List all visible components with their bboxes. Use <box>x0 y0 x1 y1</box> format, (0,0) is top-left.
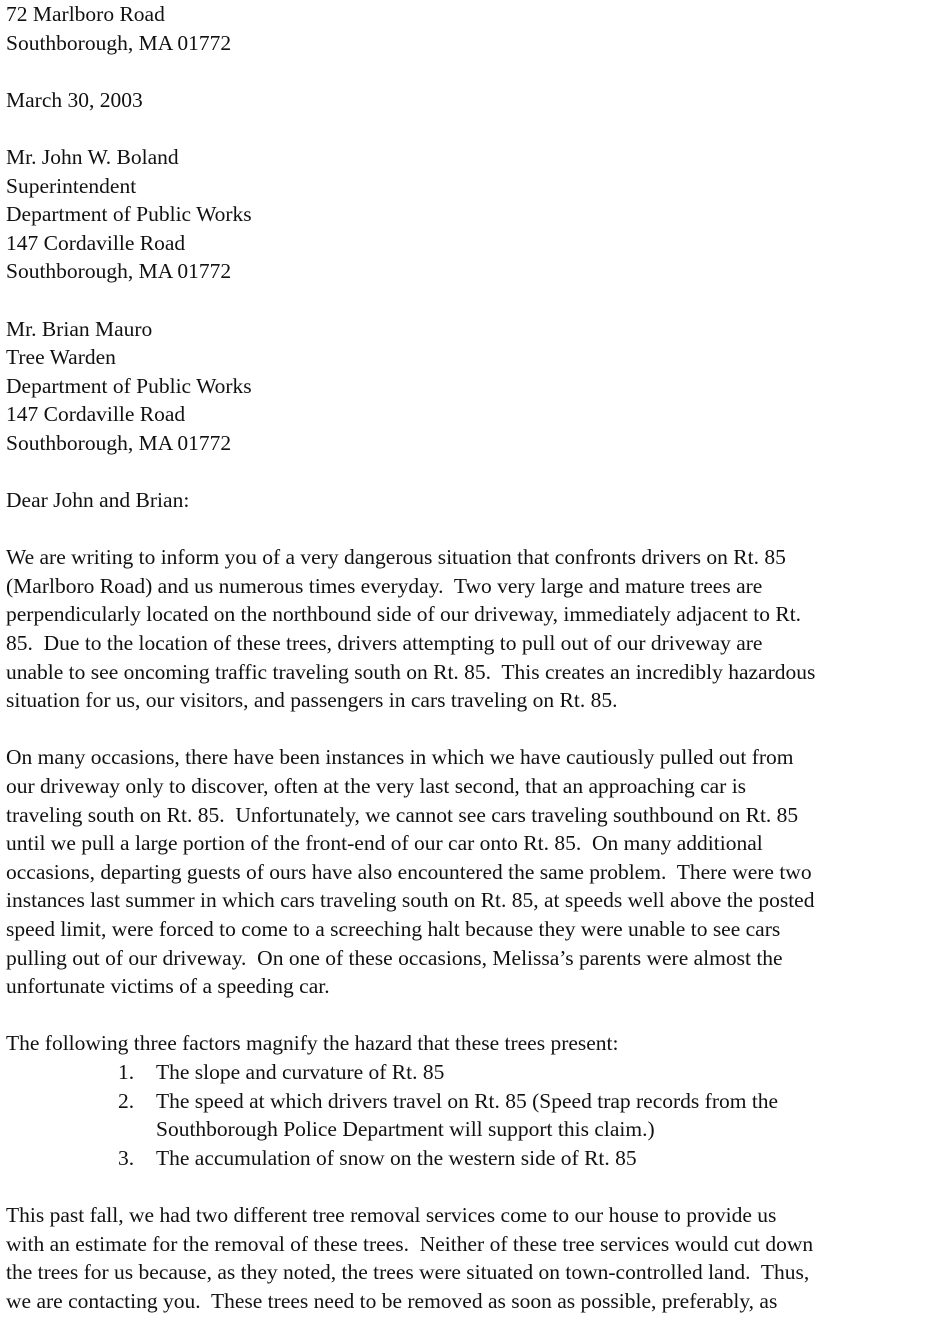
list-item-text: The speed at which drivers travel on Rt. 85 (Speed trap records from the <box>156 1088 779 1113</box>
body-paragraph-2 <box>6 743 946 1000</box>
paragraph-line: we are contacting you. These trees need to be removed as soon as possible, preferably, as <box>6 1288 778 1313</box>
paragraph-line: unable to see oncoming traffic traveling south on Rt. 85. This creates an incredibly hazardous <box>6 659 816 684</box>
paragraph-line: the trees for us because, as they noted, the trees were situated on town-controlled land. Thus, <box>6 1260 810 1285</box>
paragraph-line: situation for us, our visitors, and passengers in cars traveling on Rt. 85. <box>6 688 618 713</box>
recipient-street: 147 Cordaville Road <box>6 402 186 427</box>
recipient-address <box>6 143 946 286</box>
paragraph-line: pulling out of our driveway. On one of these occasions, Melissa’s parents were almost the <box>6 945 783 970</box>
paragraph-line: traveling south on Rt. 85. Unfortunately, we cannot see cars traveling southbound on Rt. 85 <box>6 802 799 827</box>
paragraph-line: until we pull a large portion of the front-end of our car onto Rt. 85. On many additional <box>6 831 763 856</box>
paragraph-line: 85. Due to the location of these trees, drivers attempting to pull out of our driveway are <box>6 631 763 656</box>
paragraph-line: instances last summer in which cars traveling south on Rt. 85, at speeds well above the posted <box>6 888 815 913</box>
factors-intro: The following three factors magnify the hazard that these trees present: <box>6 1031 619 1056</box>
list-number: 3. <box>118 1145 135 1170</box>
letter-date: March 30, 2003 <box>6 87 143 112</box>
list-item <box>6 1087 946 1144</box>
factors-list <box>6 1058 946 1172</box>
paragraph-line: occasions, departing guests of ours have also encountered the same problem. There were two <box>6 859 812 884</box>
paragraph-line: speed limit, were forced to come to a screeching halt because they were unable to see cars <box>6 917 781 941</box>
salutation-block <box>6 486 946 515</box>
salutation: Dear John and Brian: <box>6 488 190 513</box>
paragraph-line: On many occasions, there have been instances in which we have cautiously pulled out from <box>6 745 794 770</box>
paragraph-line: our driveway only to discover, often at the very last second, that an approaching car is <box>6 774 747 799</box>
recipient-address <box>6 315 946 458</box>
recipient-title: Tree Warden <box>6 345 116 370</box>
body-paragraph-1 <box>6 543 946 715</box>
list-item <box>6 1144 946 1173</box>
paragraph-line: We are writing to inform you of a very dangerous situation that confronts drivers on Rt. 85 <box>6 545 786 570</box>
recipient-city: Southborough, MA 01772 <box>6 259 232 284</box>
letter-date-block <box>6 86 946 115</box>
recipient-title: Superintendent <box>6 173 137 198</box>
sender-city: Southborough, MA 01772 <box>6 30 232 55</box>
sender-street: 72 Marlboro Road <box>6 2 165 26</box>
list-item-text: The accumulation of snow on the western side of Rt. 85 <box>156 1145 637 1170</box>
recipient-name: Mr. Brian Mauro <box>6 316 153 341</box>
paragraph-line: perpendicularly located on the northbound side of our driveway, immediately adjacent to Rt. <box>6 602 802 627</box>
body-paragraph-3 <box>6 1201 946 1315</box>
list-item-text: Southborough Police Department will support this claim.) <box>156 1117 655 1142</box>
list-number: 1. <box>118 1059 135 1084</box>
list-number: 2. <box>118 1088 135 1113</box>
paragraph-line: unfortunate victims of a speeding car. <box>6 974 330 999</box>
recipient-city: Southborough, MA 01772 <box>6 430 232 455</box>
list-item-text: The slope and curvature of Rt. 85 <box>156 1059 445 1084</box>
recipient-name: Mr. John W. Boland <box>6 144 179 169</box>
recipient-department: Department of Public Works <box>6 373 252 398</box>
list-item <box>6 1058 946 1087</box>
factors-intro-block <box>6 1029 946 1058</box>
sender-address <box>6 0 946 57</box>
letter-page <box>6 0 946 1315</box>
paragraph-line: with an estimate for the removal of these trees. Neither of these tree services would cut down <box>6 1231 814 1256</box>
recipient-department: Department of Public Works <box>6 202 252 227</box>
recipient-street: 147 Cordaville Road <box>6 230 186 255</box>
paragraph-line: (Marlboro Road) and us numerous times everyday. Two very large and mature trees are <box>6 573 763 598</box>
paragraph-line: This past fall, we had two different tree removal services come to our house to provide us <box>6 1202 777 1227</box>
